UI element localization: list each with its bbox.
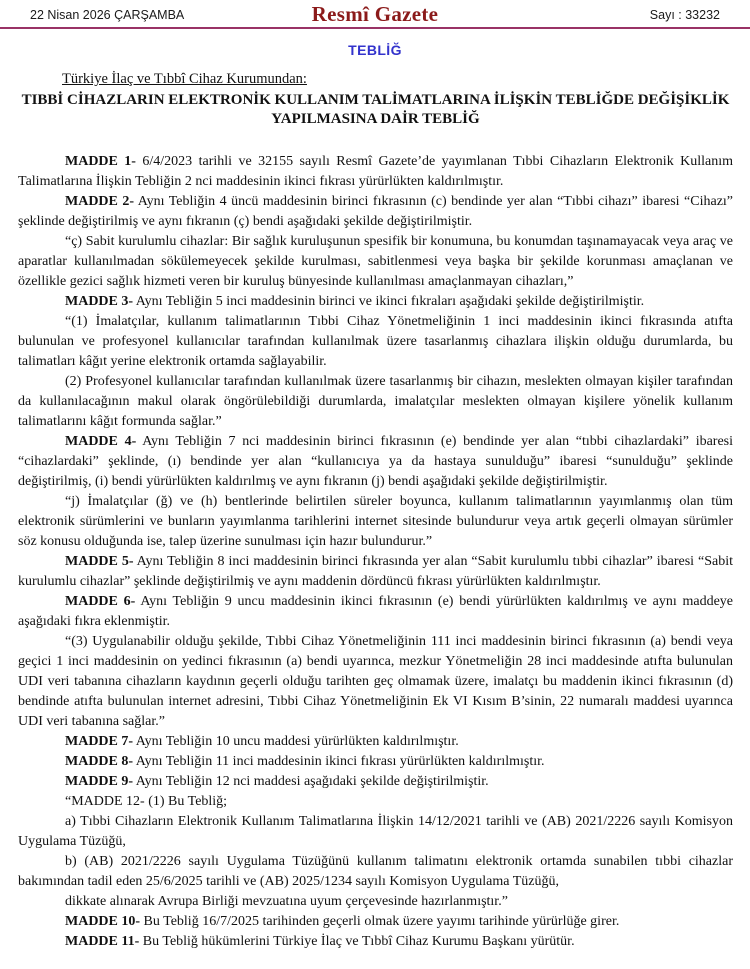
- paragraph-text: b) (AB) 2021/2226 sayılı Uygulama Tüzüğünü kullanım talimatını elektronik ortamda sunabilen tıbbi cihazlar bakımından tadil eden 25/6/2025 tarihli ve (AB) 2025/1234 sayılı Komisyon Uygulama Tüzüğü,: [18, 854, 733, 889]
- paragraph: [18, 932, 733, 952]
- paragraph-text: Aynı Tebliğin 4 üncü maddesinin birinci fıkrasının (c) bendinde yer alan “Tıbbi cihazı” ibaresi “Cihazı” şeklinde değiştirilmiş ve aynı fıkranın (ç) bendi aşağıdaki şekilde değiştirilmiştir.: [18, 194, 734, 229]
- paragraph: [18, 852, 733, 892]
- gazette-header: [0, 0, 750, 29]
- paragraph: [18, 232, 733, 292]
- paragraph-text: a) Tıbbi Cihazların Elektronik Kullanım Talimatlarına İlişkin 14/12/2021 tarihli ve (AB) 2021/2226 sayılı Komisyon Uygulama Tüzüğü,: [18, 814, 733, 849]
- paragraph: [18, 552, 733, 592]
- paragraph-text: “(1) İmalatçılar, kullanım talimatlarının Tıbbi Cihaz Yönetmeliğinin 1 inci maddesinin ikinci fıkrasında atıfta bulunulan ve profesyonel kullanıcılar tarafından kullanılmak üzere tasarlanmış cihazlara ilişkin olduğu durumlarda, bu talimatları kâğıt yerine elektronik ortamda sağlayabilir.: [18, 314, 733, 369]
- paragraph-lead: MADDE 2-: [65, 194, 135, 209]
- paragraph-text: Bu Tebliğ hükümlerini Türkiye İlaç ve Tıbbî Cihaz Kurumu Başkanı yürütür.: [139, 934, 575, 949]
- paragraph: [18, 372, 733, 432]
- notice-document: [18, 71, 733, 952]
- paragraph-text: (2) Profesyonel kullanıcılar tarafından kullanılmak üzere tasarlanmış bir cihazın, meslekten olmayan kişiler tarafından da kullanılacağının makul olarak öngörülebildiği durumlarda, imalatçılar meslekten olmayan kişilere yönelik kullanım talimatlarını kâğıt formunda sağlar.”: [18, 374, 733, 429]
- issuing-authority-text: Türkiye İlaç ve Tıbbî Cihaz Kurumundan:: [62, 71, 307, 87]
- paragraph-lead: MADDE 3-: [65, 294, 134, 309]
- paragraph: [18, 792, 733, 812]
- paragraph-lead: MADDE 5-: [65, 554, 134, 569]
- paragraph-text: “(3) Uygulanabilir olduğu şekilde, Tıbbi Cihaz Yönetmeliğinin 111 inci maddesinin birinci fıkrasının (a) bendi veya geçici 1 inci maddesinin on yedinci fıkrasının (a) bendi uyarınca, mezkur Yönetmeliğin 28 inci maddesinde atıfta bulunulan UDI veri tabanına cihazların kaydının geçerli olduğu tarihten geç olmamak üzere, imalatçı bu maddenin ikinci fıkrasının (d) bendinde atıfta bulunulan internet adresini, Tıbbi Cihaz Yönetmeliğinin Ek VI Kısım B’sinin, 22 numaralı maddesi uyarınca UDI veri tabanına sağlar.”: [18, 634, 733, 729]
- paragraph: [18, 772, 733, 792]
- paragraph: [18, 192, 733, 232]
- paragraph-text: “ç) Sabit kurulumlu cihazlar: Bir sağlık kuruluşunun spesifik bir konumuna, bu konumdan taşınamayacak veya araç ve aparatlar kullanılmadan sökülemeyecek şekilde kurulması, sabitlenmesi veya başka bir şekilde korunması amaçlanan ve özellikle gezici sağlık hizmeti veren bir kuruluş bünyesinde kullanılması amaçlanmayan cihazları,”: [18, 234, 733, 289]
- paragraph-text: Aynı Tebliğin 11 inci maddesinin ikinci fıkrası yürürlükten kaldırılmıştır.: [133, 754, 545, 769]
- paragraph-lead: MADDE 1-: [65, 154, 136, 169]
- paragraph-lead: MADDE 8-: [65, 754, 134, 769]
- paragraph-lead: MADDE 4-: [65, 434, 137, 449]
- paragraph-lead: MADDE 11-: [65, 934, 140, 949]
- section-label: TEBLİĞ: [348, 42, 402, 58]
- paragraph-lead: MADDE 6-: [65, 594, 136, 609]
- publication-date: 22 Nisan 2026 ÇARŞAMBA: [30, 8, 185, 22]
- paragraph: [18, 592, 733, 632]
- paragraph-text: Aynı Tebliğin 8 inci maddesinin birinci fıkrasında yer alan “Sabit kurulumlu tıbbi cihazlar” ibaresi “Sabit kurulumlu cihazlar” şeklinde değiştirilmiş ve aynı maddenin dördüncü fıkrası yürürlükten kaldırılmıştır.: [18, 554, 733, 589]
- paragraph: [18, 912, 733, 932]
- paragraph-lead: MADDE 10-: [65, 914, 141, 929]
- paragraph: [18, 892, 733, 912]
- paragraph-text: Aynı Tebliğin 7 nci maddesinin birinci fıkrasının (e) bendinde yer alan “tıbbi cihazlardaki” ibaresi “cihazlardaki” şeklinde, (ı) bendinde yer alan “kullanıcıya ya da hastaya sunulduğu” ibaresi “sunulduğu” şeklinde değiştirilmiş, (i) bendi yürürlükten kaldırılmış ve aynı fıkranın (j) bendi aşağıdaki şekilde değiştirilmiştir.: [18, 434, 734, 489]
- paragraph-text: Aynı Tebliğin 10 uncu maddesi yürürlükten kaldırılmıştır.: [133, 734, 459, 749]
- paragraph: [18, 432, 733, 492]
- paragraph-text: “MADDE 12- (1) Bu Tebliğ;: [65, 794, 228, 809]
- paragraph-lead: MADDE 9-: [65, 774, 134, 789]
- paragraph: [18, 732, 733, 752]
- paragraph: [18, 752, 733, 772]
- paragraph-text: dikkate alınarak Avrupa Birliği mevzuatına uyum çerçevesinde hazırlanmıştır.”: [65, 894, 508, 909]
- paragraph: [18, 312, 733, 372]
- paragraph-text: Aynı Tebliğin 9 uncu maddesinin ikinci fıkrasının (e) bendi yürürlükten kaldırılmış ve aynı maddeye aşağıdaki fıkra eklenmiştir.: [18, 594, 734, 629]
- issue-number: Sayı : 33232: [649, 8, 720, 22]
- paragraph-text: Aynı Tebliğin 12 nci maddesi aşağıdaki şekilde değiştirilmiştir.: [133, 774, 489, 789]
- paragraph-lead: MADDE 7-: [65, 734, 134, 749]
- paragraph: [18, 152, 733, 192]
- paragraph-text: Aynı Tebliğin 5 inci maddesinin birinci ve ikinci fıkraları aşağıdaki şekilde değiştirilmiştir.: [133, 294, 645, 309]
- notice-body: [18, 152, 733, 952]
- notice-title: TIBBİ CİHAZLARIN ELEKTRONİK KULLANIM TALİMATLARINA İLİŞKİN TEBLİĞDE DEĞİŞİKLİK YAPILMASINA DAİR TEBLİĞ: [21, 92, 730, 127]
- issuing-authority: [18, 71, 733, 88]
- paragraph-text: Bu Tebliğ 16/7/2025 tarihinden geçerli olmak üzere yayımı tarihinde yürürlüğe girer.: [140, 914, 620, 929]
- paragraph: [18, 632, 733, 732]
- paragraph: [18, 492, 733, 552]
- paragraph-text: “j) İmalatçılar (ğ) ve (h) bentlerinde belirtilen süreler boyunca, kullanım talimatlarının yayımlanmış olan tüm elektronik sürümlerini ve bunların yayımlanma tarihlerini internet sitesinde bulundurur veya artık geçerli olmayan sürümler söz konusu olduğunda ise, talep üzerine sunulması için hazır bulundurur.”: [18, 494, 733, 549]
- paragraph-text: 6/4/2023 tarihli ve 32155 sayılı Resmî Gazete’de yayımlanan Tıbbi Cihazların Elektronik Kullanım Talimatlarına İlişkin Tebliğin 2 nci maddesinin ikinci fıkrası yürürlükten kaldırılmıştır.: [18, 154, 733, 189]
- paragraph: [18, 812, 733, 852]
- paragraph: [18, 292, 733, 312]
- masthead-title: Resmî Gazete: [311, 2, 439, 26]
